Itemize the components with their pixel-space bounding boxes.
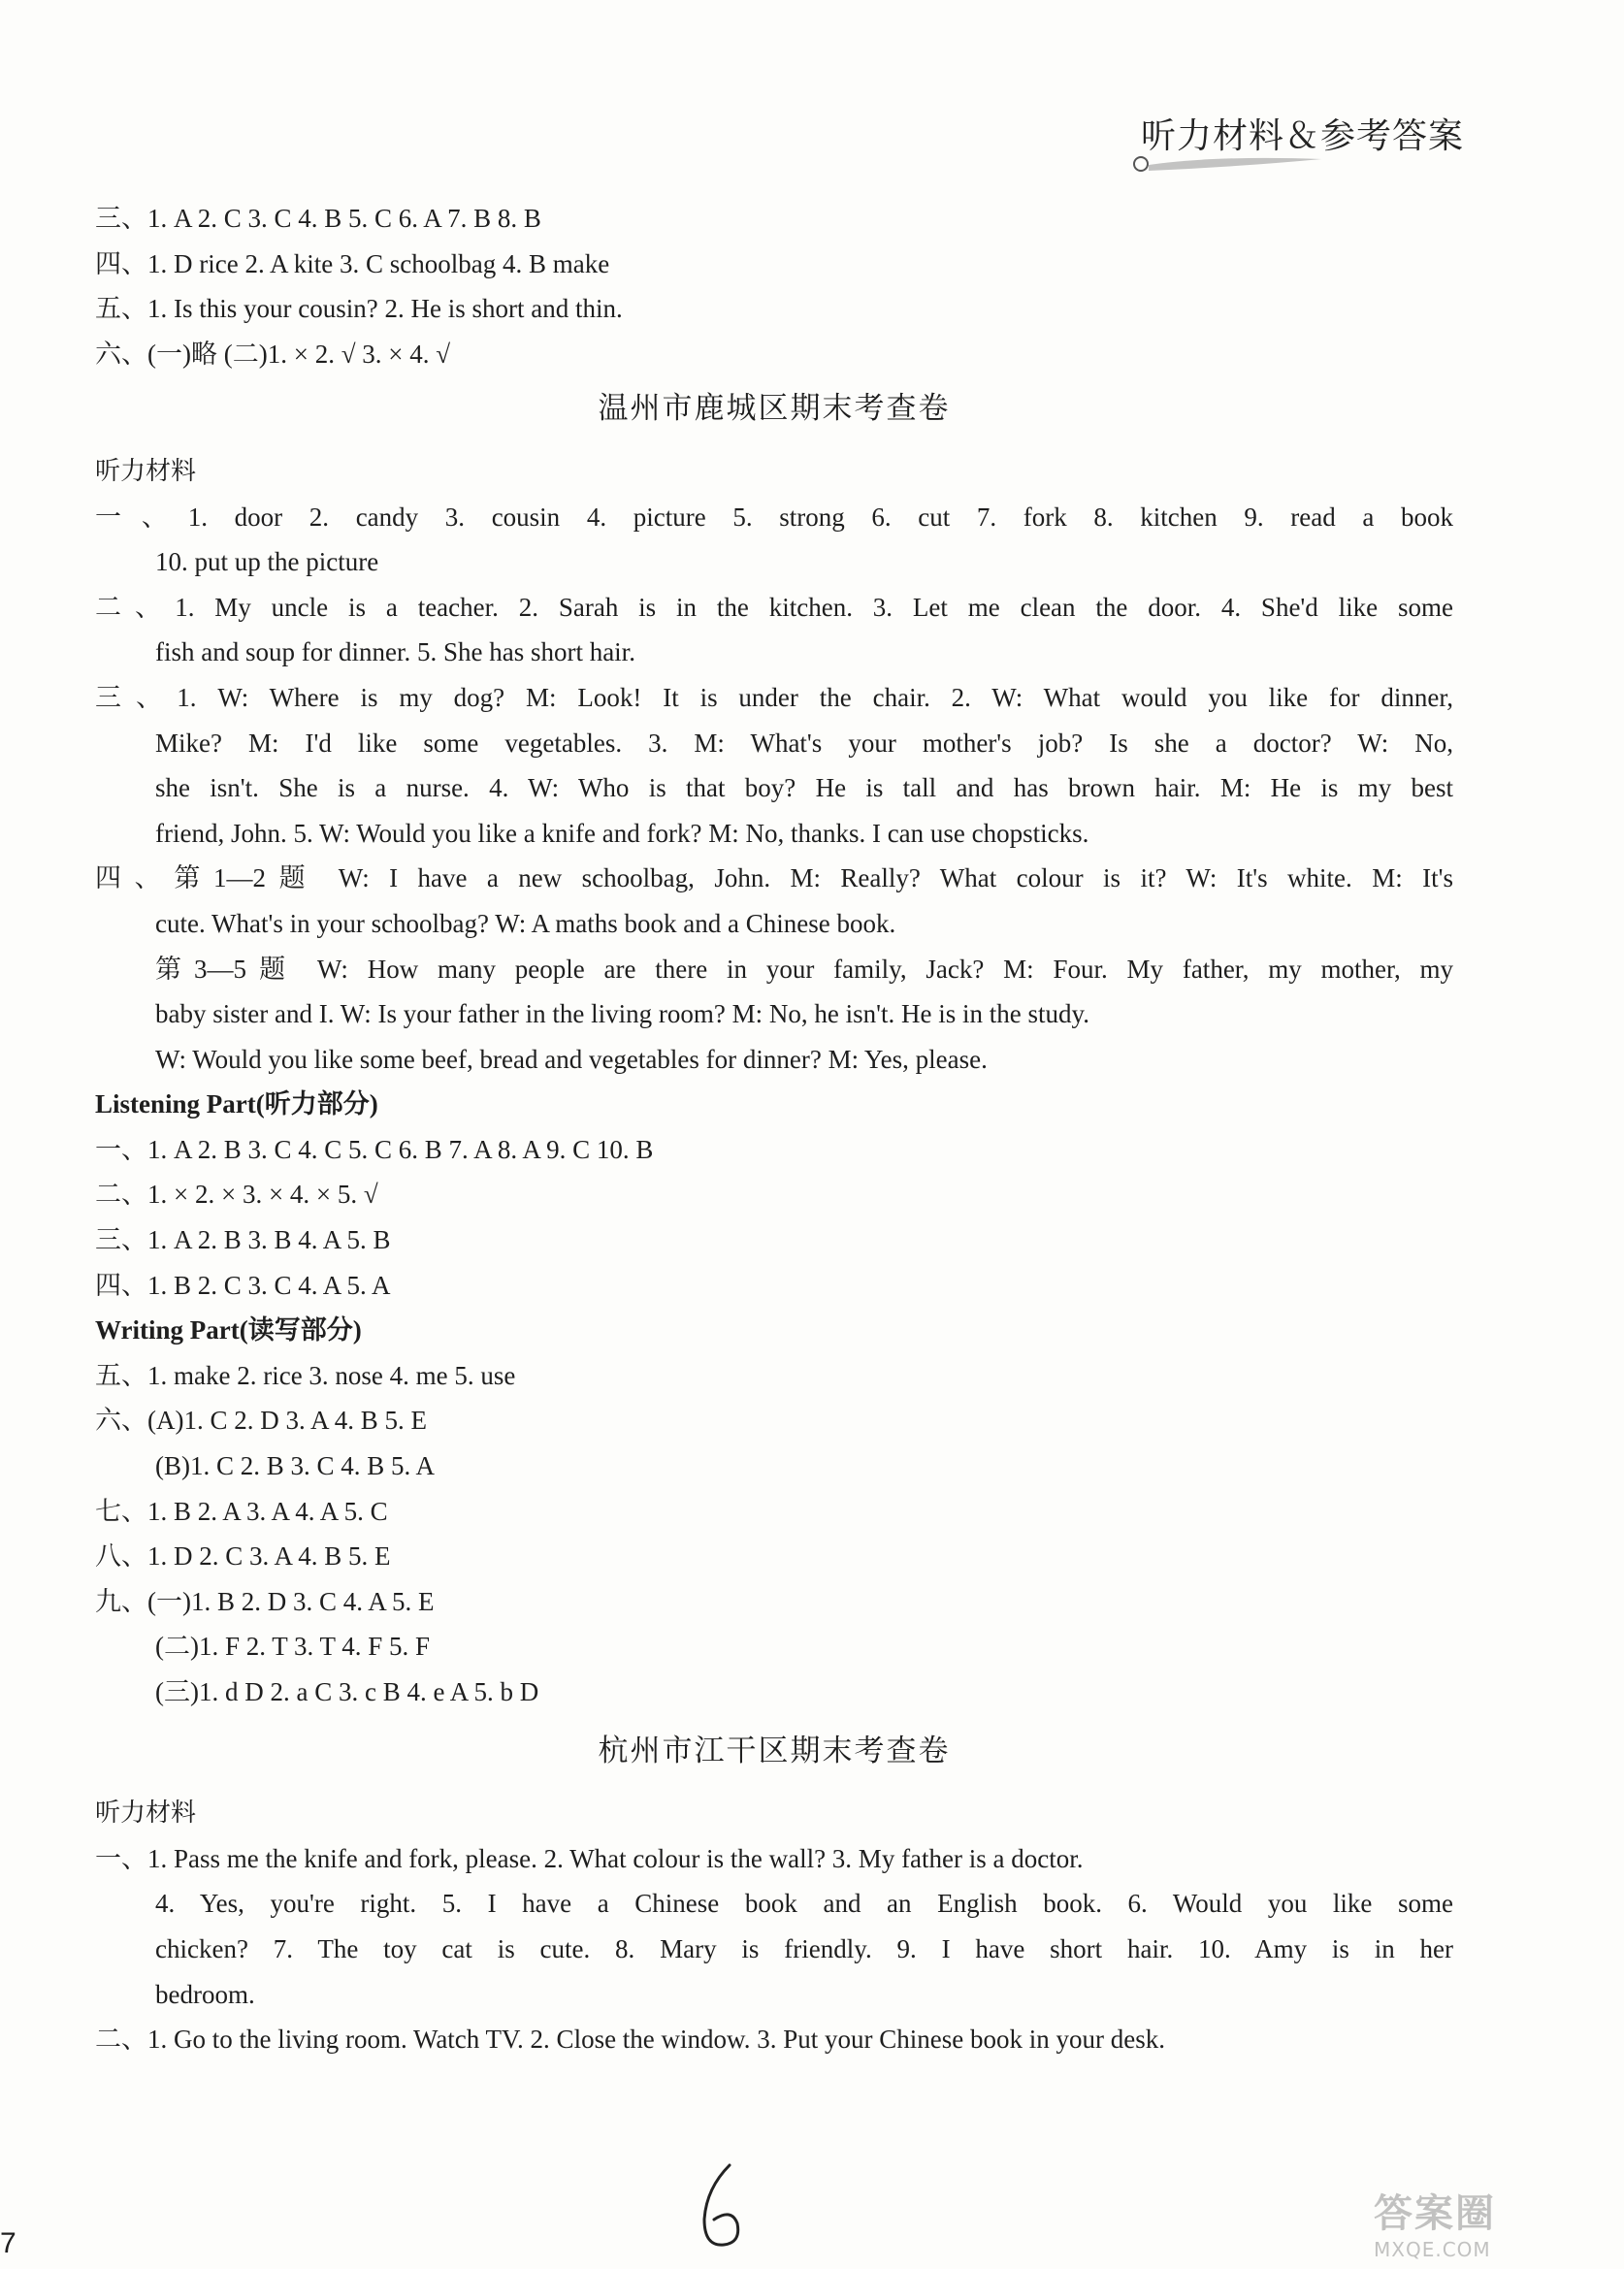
answer-line: 10. put up the picture [155, 547, 379, 577]
answer-line: (B)1. C 2. B 3. C 4. B 5. A [155, 1451, 436, 1481]
answer-line: friend, John. 5. W: Would you like a knife and fork? M: No, thanks. I can use chopsticks. [155, 818, 1089, 848]
answer-line: 四、1. B 2. C 3. C 4. A 5. A [95, 1270, 391, 1300]
answer-line: 四、第1—2题 W: I have a new schoolbag, John. M: Really? What colour is it? W: It's white. M: It's [95, 863, 1453, 893]
answer-line: 三、1. A 2. C 3. C 4. B 5. C 6. A 7. B 8. B [95, 204, 541, 233]
listening-material-heading-2: 听力材料 [95, 1799, 197, 1829]
watermark-text: 答案圈 [1374, 2191, 1496, 2236]
listening-part-heading: Listening Part(听力部分) [95, 1089, 378, 1119]
answer-line: cute. What's in your schoolbag? W: A maths book and a Chinese book. [155, 908, 896, 938]
page-number: 7 [0, 2227, 16, 2259]
writing-answer-block [95, 1353, 1453, 1715]
header-title: 听力材料＆参考答案 [1141, 116, 1465, 156]
answer-line: 九、(一)1. B 2. D 3. C 4. A 5. E [95, 1586, 435, 1616]
answer-line: 五、1. Is this your cousin? 2. He is short and thin. [95, 294, 623, 324]
answer-line: 一、1. door 2. candy 3. cousin 4. picture 5. strong 6. cut 7. fork 8. kitchen 9. read a book [95, 502, 1453, 532]
section-title-jianggan: 杭州市江干区期末考查卷 [598, 1733, 951, 1768]
answer-line: fish and soup for dinner. 5. She has short hair. [155, 637, 635, 667]
top-answer-block [95, 196, 1453, 376]
writing-part-heading: Writing Part(读写部分) [95, 1315, 362, 1345]
answer-line: 五、1. make 2. rice 3. nose 4. me 5. use [95, 1360, 516, 1390]
answer-line: 第3—5题 W: How many people are there in your family, Jack? M: Four. My father, my mother, my [155, 954, 1453, 984]
header-swoosh-decoration [1131, 151, 1325, 177]
answer-line: 一、1. A 2. B 3. C 4. C 5. C 6. B 7. A 8. A 9. C 10. B [95, 1134, 654, 1164]
answer-line: (二)1. F 2. T 3. T 4. F 5. F [155, 1632, 431, 1662]
answer-line: chicken? 7. The toy cat is cute. 8. Mary is friendly. 9. I have short hair. 10. Amy is in her [155, 1933, 1453, 1963]
listening-material-block-2 [95, 1836, 1453, 2062]
listening-answer-block [95, 1127, 1453, 1308]
handwritten-mark-icon [693, 2159, 751, 2256]
answer-line: 六、(一)略 (二)1. × 2. √ 3. × 4. √ [95, 339, 451, 369]
answer-line: she isn't. She is a nurse. 4. W: Who is that boy? He is tall and has brown hair. M: He is my best [155, 773, 1453, 803]
answer-line: baby sister and I. W: Is your father in the living room? M: No, he isn't. He is in the study. [155, 999, 1089, 1029]
answer-line: W: Would you like some beef, bread and vegetables for dinner? M: Yes, please. [155, 1044, 988, 1074]
answer-line: 4. Yes, you're right. 5. I have a Chinese book and an English book. 6. Would you like some [155, 1889, 1453, 1919]
answer-line: 四、1. D rice 2. A kite 3. C schoolbag 4. B make [95, 248, 610, 278]
page-header [1141, 109, 1465, 177]
listening-material-block [95, 495, 1453, 1083]
listening-material-heading: 听力材料 [95, 456, 197, 486]
answer-content [95, 196, 1453, 2062]
watermark-url: MXQE.COM [1374, 2238, 1491, 2261]
answer-line: 二、1. × 2. × 3. × 4. × 5. √ [95, 1180, 378, 1210]
answer-line: Mike? M: I'd like some vegetables. 3. M: What's your mother's job? Is she a doctor? W: No, [155, 728, 1453, 758]
answer-line: bedroom. [155, 1979, 255, 2009]
answer-line: 二、1. Go to the living room. Watch TV. 2. Close the window. 3. Put your Chinese book in your desk. [95, 2025, 1166, 2055]
watermark-logo [1374, 2183, 1616, 2264]
answer-line: 二、1. My uncle is a teacher. 2. Sarah is in the kitchen. 3. Let me clean the door. 4. She'd like some [95, 592, 1453, 622]
answer-line: 七、1. B 2. A 3. A 4. A 5. C [95, 1496, 388, 1526]
answer-line: 一、1. Pass me the knife and fork, please. 2. What colour is the wall? 3. My father is a doctor. [95, 1843, 1084, 1873]
answer-line: 三、1. W: Where is my dog? M: Look! It is under the chair. 2. W: What would you like for dinner, [95, 682, 1453, 712]
answer-line: 三、1. A 2. B 3. B 4. A 5. B [95, 1225, 391, 1255]
answer-line: 八、1. D 2. C 3. A 4. B 5. E [95, 1541, 391, 1572]
answer-line: (三)1. d D 2. a C 3. c B 4. e A 5. b D [155, 1677, 539, 1706]
answer-line: 六、(A)1. C 2. D 3. A 4. B 5. E [95, 1406, 428, 1436]
section-title-lucheng: 温州市鹿城区期末考查卷 [598, 391, 951, 427]
